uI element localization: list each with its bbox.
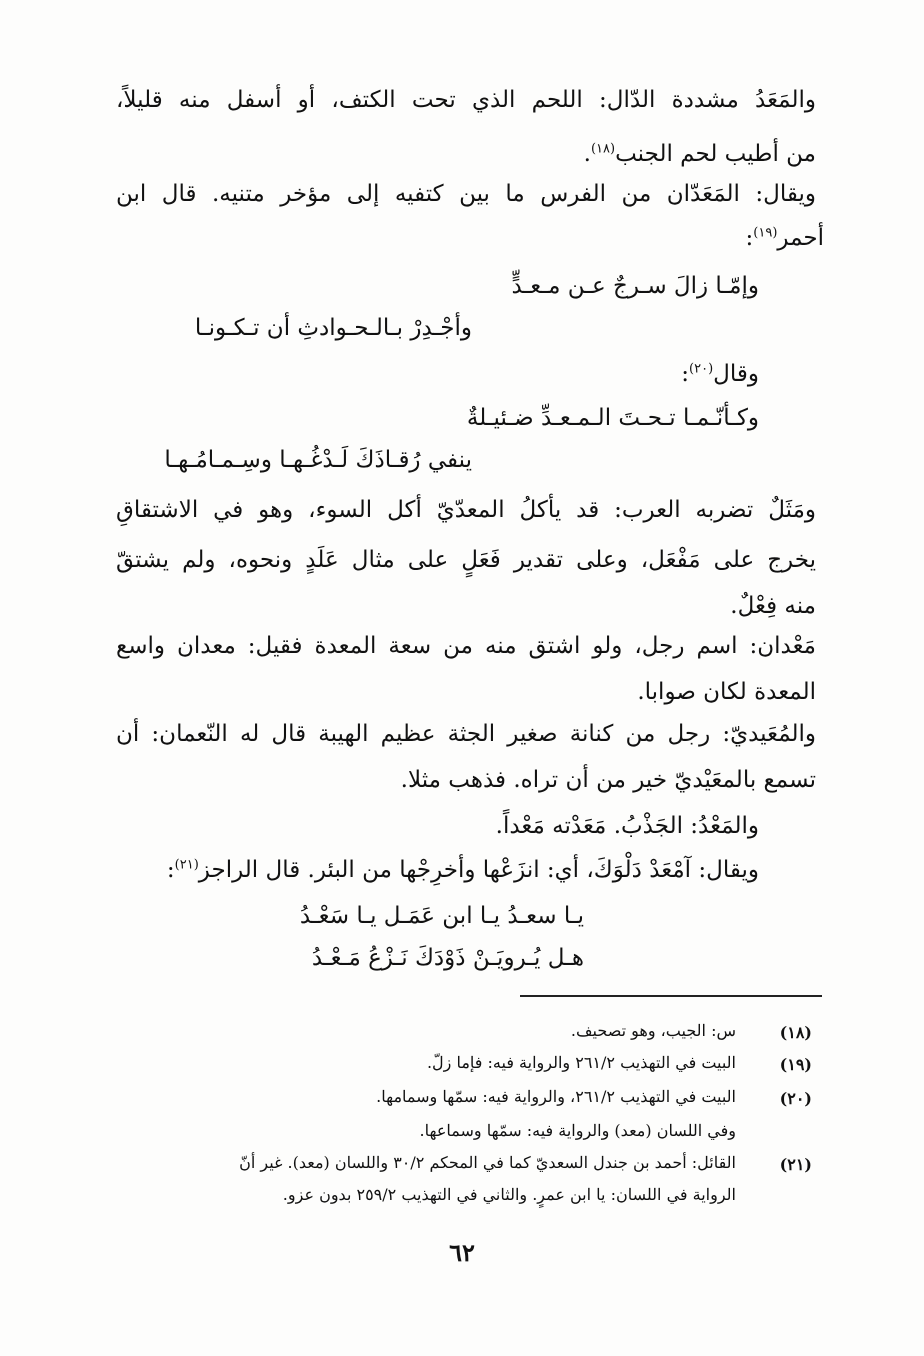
verse-1-second-hemistich: وأجْـدِرْ بـالـحـوادثِ أن تـكـونـا [194,315,472,341]
body-line-12: منه فِعْلٌ. [730,593,816,619]
body-line-13: مَعْدان: اسم رجل، ولو اشتق منه من سعة المعدة فقيل: معدان واسع [116,633,816,659]
footnote-number-21: (٢١) [779,1155,812,1174]
body-line-2-text: من أطيب لحم الجنب [615,141,816,167]
footnote-21-line-1: القائل: أحمد بن جندل السعديّ كما في المحكم ٣٠/٢ واللسان (معد). غير أنّ [239,1153,736,1172]
line-end-colon: : [681,361,690,387]
body-line-4-text: أحمر [777,225,824,251]
footnote-21-line-2: الرواية في اللسان: يا ابن عمرٍ. والثاني في التهذيب ٢٥٩/٢ بدون عزو. [282,1185,736,1204]
body-line-3: ويقال: المَعَدّان من الفرس ما بين كتفيه إلى مؤخر متنيه. قال ابن [116,181,816,207]
footnote-number-20: (٢٠) [779,1089,812,1108]
footnote-number-18: (١٨) [779,1023,812,1042]
rajaz-line-2: هـل يُـرويَـنْ ذَوْدَكَ نَـزْعُ مَـعْـدُ [311,945,584,971]
footnote-ref-21: (٢١) [174,857,199,873]
body-line-7-text: وقال [713,361,759,387]
body-line-4 [746,222,824,254]
rajaz-line-1: يـا سعـدُ يـا ابن عَمَـل يـا سَعْـدُ [299,903,584,929]
body-line-16: تسمع بالمعَيْديّ خير من أن تراه. فذهب مثلا. [400,767,816,793]
footnote-number-19: (١٩) [779,1055,812,1074]
line-end-period: . [583,141,591,167]
body-line-2 [584,138,816,170]
line-end-colon: : [745,225,754,251]
body-line-7 [681,358,759,390]
footnote-20-line-2: وفي اللسان (معد) والرواية فيه: سمّها وسماعها. [419,1121,736,1140]
footnote-19-line-1: البيت في التهذيب ٢٦١/٢ والرواية فيه: فإما زلّ. [426,1053,736,1072]
body-line-18 [167,854,759,886]
body-line-15: والمُعَيديّ: رجل من كنانة صغير الجثة عظيم الهيبة قال له النّعمان: أن [116,721,816,747]
body-line-11: يخرج على مَفْعَل، وعلى تقدير فَعَلٍ على مثال عَلَدٍ ونحوه، ولم يشتقّ [116,547,816,573]
body-line-1: والمَعَدُ مشددة الدّال: اللحم الذي تحت الكتف، أو أسفل منه قليلاً، [116,87,816,113]
body-line-10: ومَثَلٌ تضربه العرب: قد يأكلُ المعدّيّ أكل السوء، وهو في الاشتقاقِ [116,497,816,523]
body-line-17: والمَعْدُ: الجَذْبُ. مَعَدْته مَعْداً. [495,813,759,839]
footnote-ref-18: (١٨) [590,141,616,157]
footnote-separator [520,995,822,997]
body-line-14: المعدة لكان صوابا. [637,679,816,705]
footnote-ref-19: (١٩) [753,225,778,241]
footnote-20-line-1: البيت في التهذيب ٢٦١/٢، والرواية فيه: سمّها وسمامها. [376,1087,736,1106]
footnote-18-line-1: س: الجيب، وهو تصحيف. [570,1021,736,1040]
body-line-18-text: ويقال: آمْعَدْ دَلْوَكَ، أي: انزَعْها وأخرِجْها من البئر. قال الراجز [198,857,759,883]
verse-2-second-hemistich: ينفي رُقـاذَكَ لَـدْغُـهـا وسِـمـامُـهـا [164,447,472,473]
page-number: ٦٢ [449,1238,475,1267]
line-end-colon: : [166,857,175,883]
verse-2-first-hemistich: وكـأنّـمـا تـحـتَ الـمـعـدِّ ضـئيـلةٌ [466,405,759,431]
footnote-ref-20: (٢٠) [689,361,714,377]
verse-1-first-hemistich: وإمّـا زالَ سـرجٌ عـن مـعـدٍّ [511,273,759,299]
